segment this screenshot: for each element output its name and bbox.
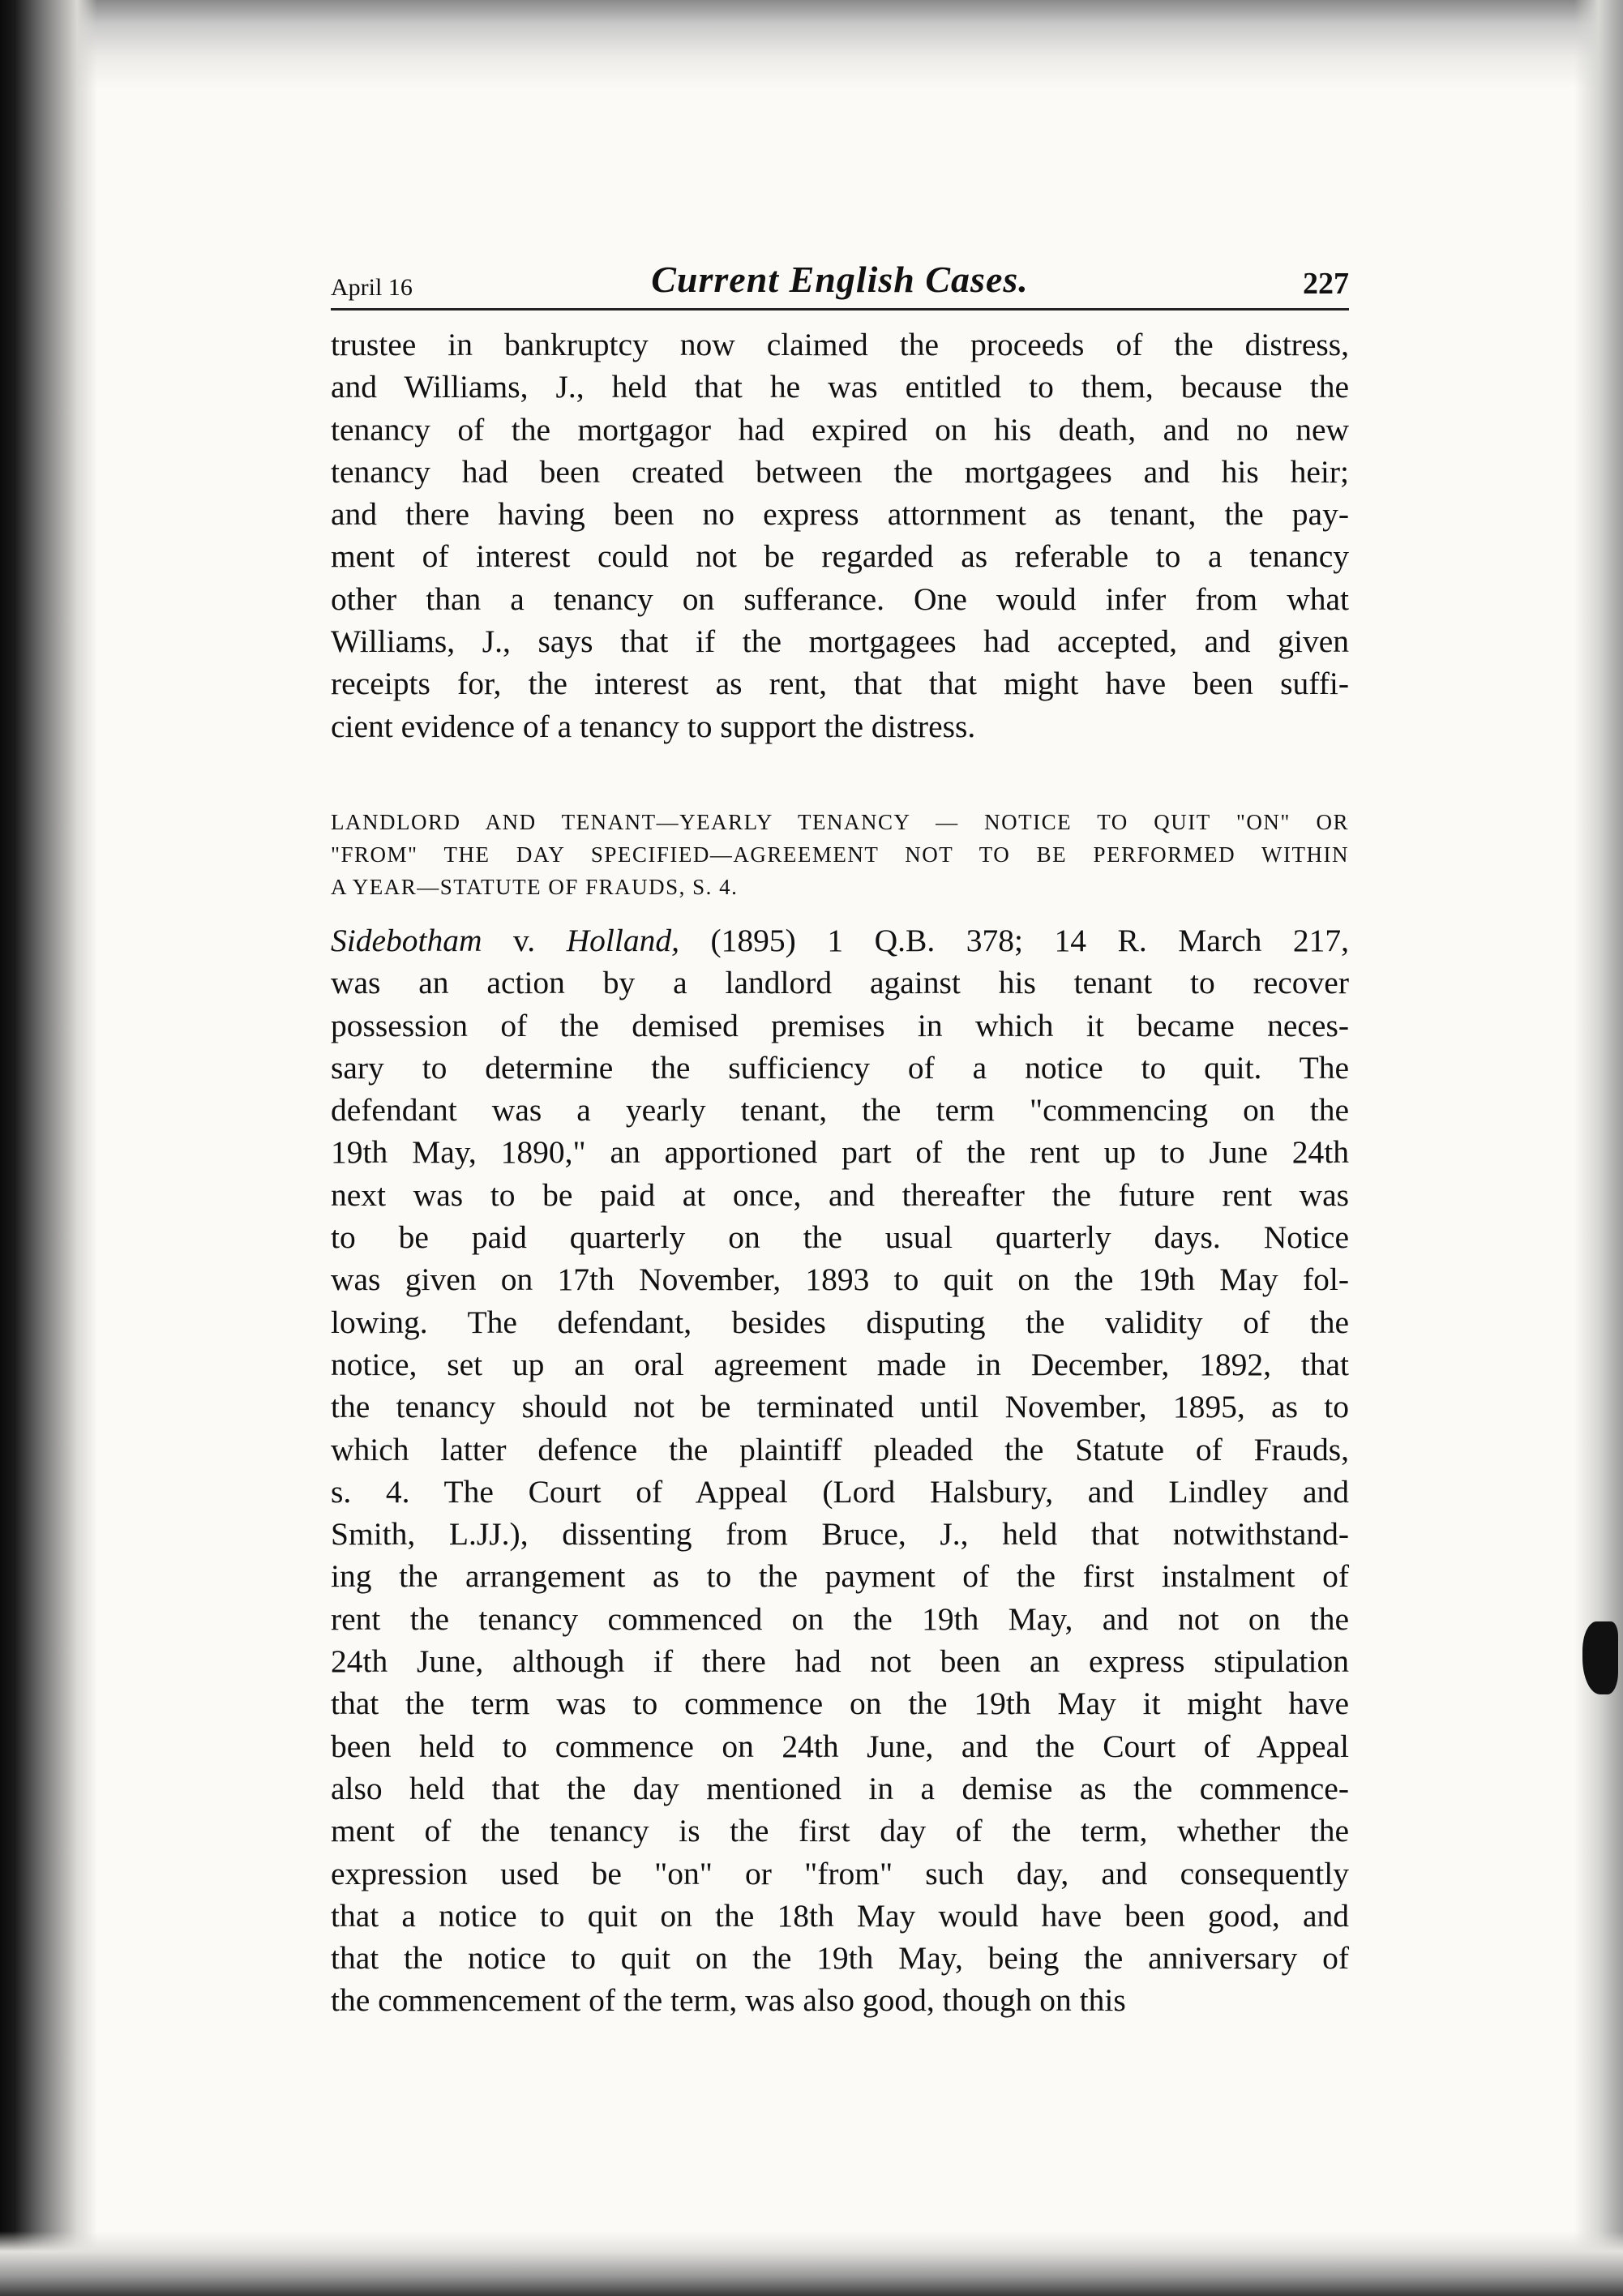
text-line: s. 4. The Court of Appeal (Lord Halsbury, and Lindley and — [331, 1473, 1349, 1510]
citation-text: (1895) 1 Q.B. 378; 14 R. March 217, — [679, 922, 1349, 958]
text-line: possession of the demised premises in which it became neces- — [331, 1007, 1349, 1043]
text-line: that the term was to commence on the 19th May it might have — [331, 1686, 1349, 1722]
header-date: April 16 — [331, 274, 413, 301]
text-line: next was to be paid at once, and thereafter the future rent was — [331, 1176, 1349, 1213]
text-line: cient evidence of a tenancy to support the distress. — [331, 708, 976, 744]
text-line: ment of interest could not be regarded as referable to a tenancy — [331, 538, 1349, 575]
text-line: defendant was a yearly tenant, the term "commencing on the — [331, 1092, 1349, 1129]
paragraph-sidebotham-v-holland — [331, 919, 1349, 2022]
text-line: trustee in bankruptcy now claimed the proceeds of the distress, — [331, 327, 1349, 362]
text-line: the tenancy should not be terminated until November, 1895, as to — [331, 1389, 1349, 1425]
section-heading — [331, 806, 1349, 903]
text-line: that a notice to quit on the 18th May would have been good, and — [331, 1897, 1349, 1934]
text-line: receipts for, the interest as rent, that that might have been suffi- — [331, 666, 1349, 702]
text-line: was given on 17th November, 1893 to quit on the 19th May fol- — [331, 1262, 1349, 1298]
text-line: 24th June, although if there had not been an express stipulation — [331, 1643, 1349, 1680]
text-line: and Williams, J., held that he was entitled to them, because the — [331, 369, 1349, 405]
case-name-plaintiff: Sidebotham — [331, 922, 482, 958]
versus-text: v. — [482, 922, 567, 958]
page-number: 227 — [1303, 267, 1349, 301]
text-line — [331, 919, 1349, 962]
text-line: also held that the day mentioned in a demise as the commence- — [331, 1770, 1349, 1806]
text-line: lowing. The defendant, besides disputing the validity of the — [331, 1304, 1349, 1340]
scan-border-right — [1574, 0, 1623, 2296]
text-line: expression used be "on" or "from" such day, and consequently — [331, 1855, 1349, 1891]
ink-blot — [1582, 1621, 1618, 1694]
text-line: that the notice to quit on the 19th May, being the anniversary of — [331, 1940, 1349, 1977]
scan-border-bottom — [0, 2231, 1623, 2296]
text-line: was an action by a landlord against his tenant to recover — [331, 965, 1349, 1001]
text-line: to be paid quarterly on the usual quarterly days. Notice — [331, 1219, 1349, 1256]
text-line: notice, set up an oral agreement made in December, 1892, that — [331, 1346, 1349, 1382]
text-line: the commencement of the term, was also good, though on this — [331, 1982, 1126, 2019]
scan-border-left — [0, 0, 97, 2296]
text-line: been held to commence on 24th June, and the Court of Appeal — [331, 1728, 1349, 1764]
text-line: LANDLORD AND TENANT—YEARLY TENANCY — NOTICE TO QUIT "ON" OR — [331, 809, 1349, 834]
text-line: tenancy of the mortgagor had expired on his death, and no new — [331, 411, 1349, 448]
paragraph-body-lines — [331, 962, 1349, 2021]
text-line: 19th May, 1890," an apportioned part of the rent up to June 24th — [331, 1134, 1349, 1171]
text-line: and there having been no express attornment as tenant, the pay- — [331, 496, 1349, 533]
text-line: "FROM" THE DAY SPECIFIED—AGREEMENT NOT TO BE PERFORMED WITHIN — [331, 842, 1349, 867]
text-line: which latter defence the plaintiff pleaded the Statute of Frauds, — [331, 1431, 1349, 1467]
book-page — [331, 258, 1349, 2022]
text-line: rent the tenancy commenced on the 19th May, and not on the — [331, 1600, 1349, 1637]
case-name-defendant: Holland, — [566, 922, 679, 958]
paragraph-distress-continued — [331, 323, 1349, 747]
text-line: Smith, L.JJ.), dissenting from Bruce, J., held that notwithstand- — [331, 1516, 1349, 1553]
scan-border-top — [0, 0, 1623, 89]
header-title: Current English Cases. — [651, 259, 1029, 300]
running-head — [331, 258, 1349, 311]
text-line: other than a tenancy on sufferance. One would infer from what — [331, 580, 1349, 617]
text-line: Williams, J., says that if the mortgagees had accepted, and given — [331, 623, 1349, 660]
text-line: A YEAR—STATUTE OF FRAUDS, S. 4. — [331, 874, 739, 899]
text-line: sary to determine the sufficiency of a notice to quit. The — [331, 1049, 1349, 1086]
text-line: ment of the tenancy is the first day of the term, whether the — [331, 1813, 1349, 1849]
text-line: tenancy had been created between the mortgagees and his heir; — [331, 453, 1349, 490]
text-line: ing the arrangement as to the payment of the first instalment of — [331, 1558, 1349, 1595]
